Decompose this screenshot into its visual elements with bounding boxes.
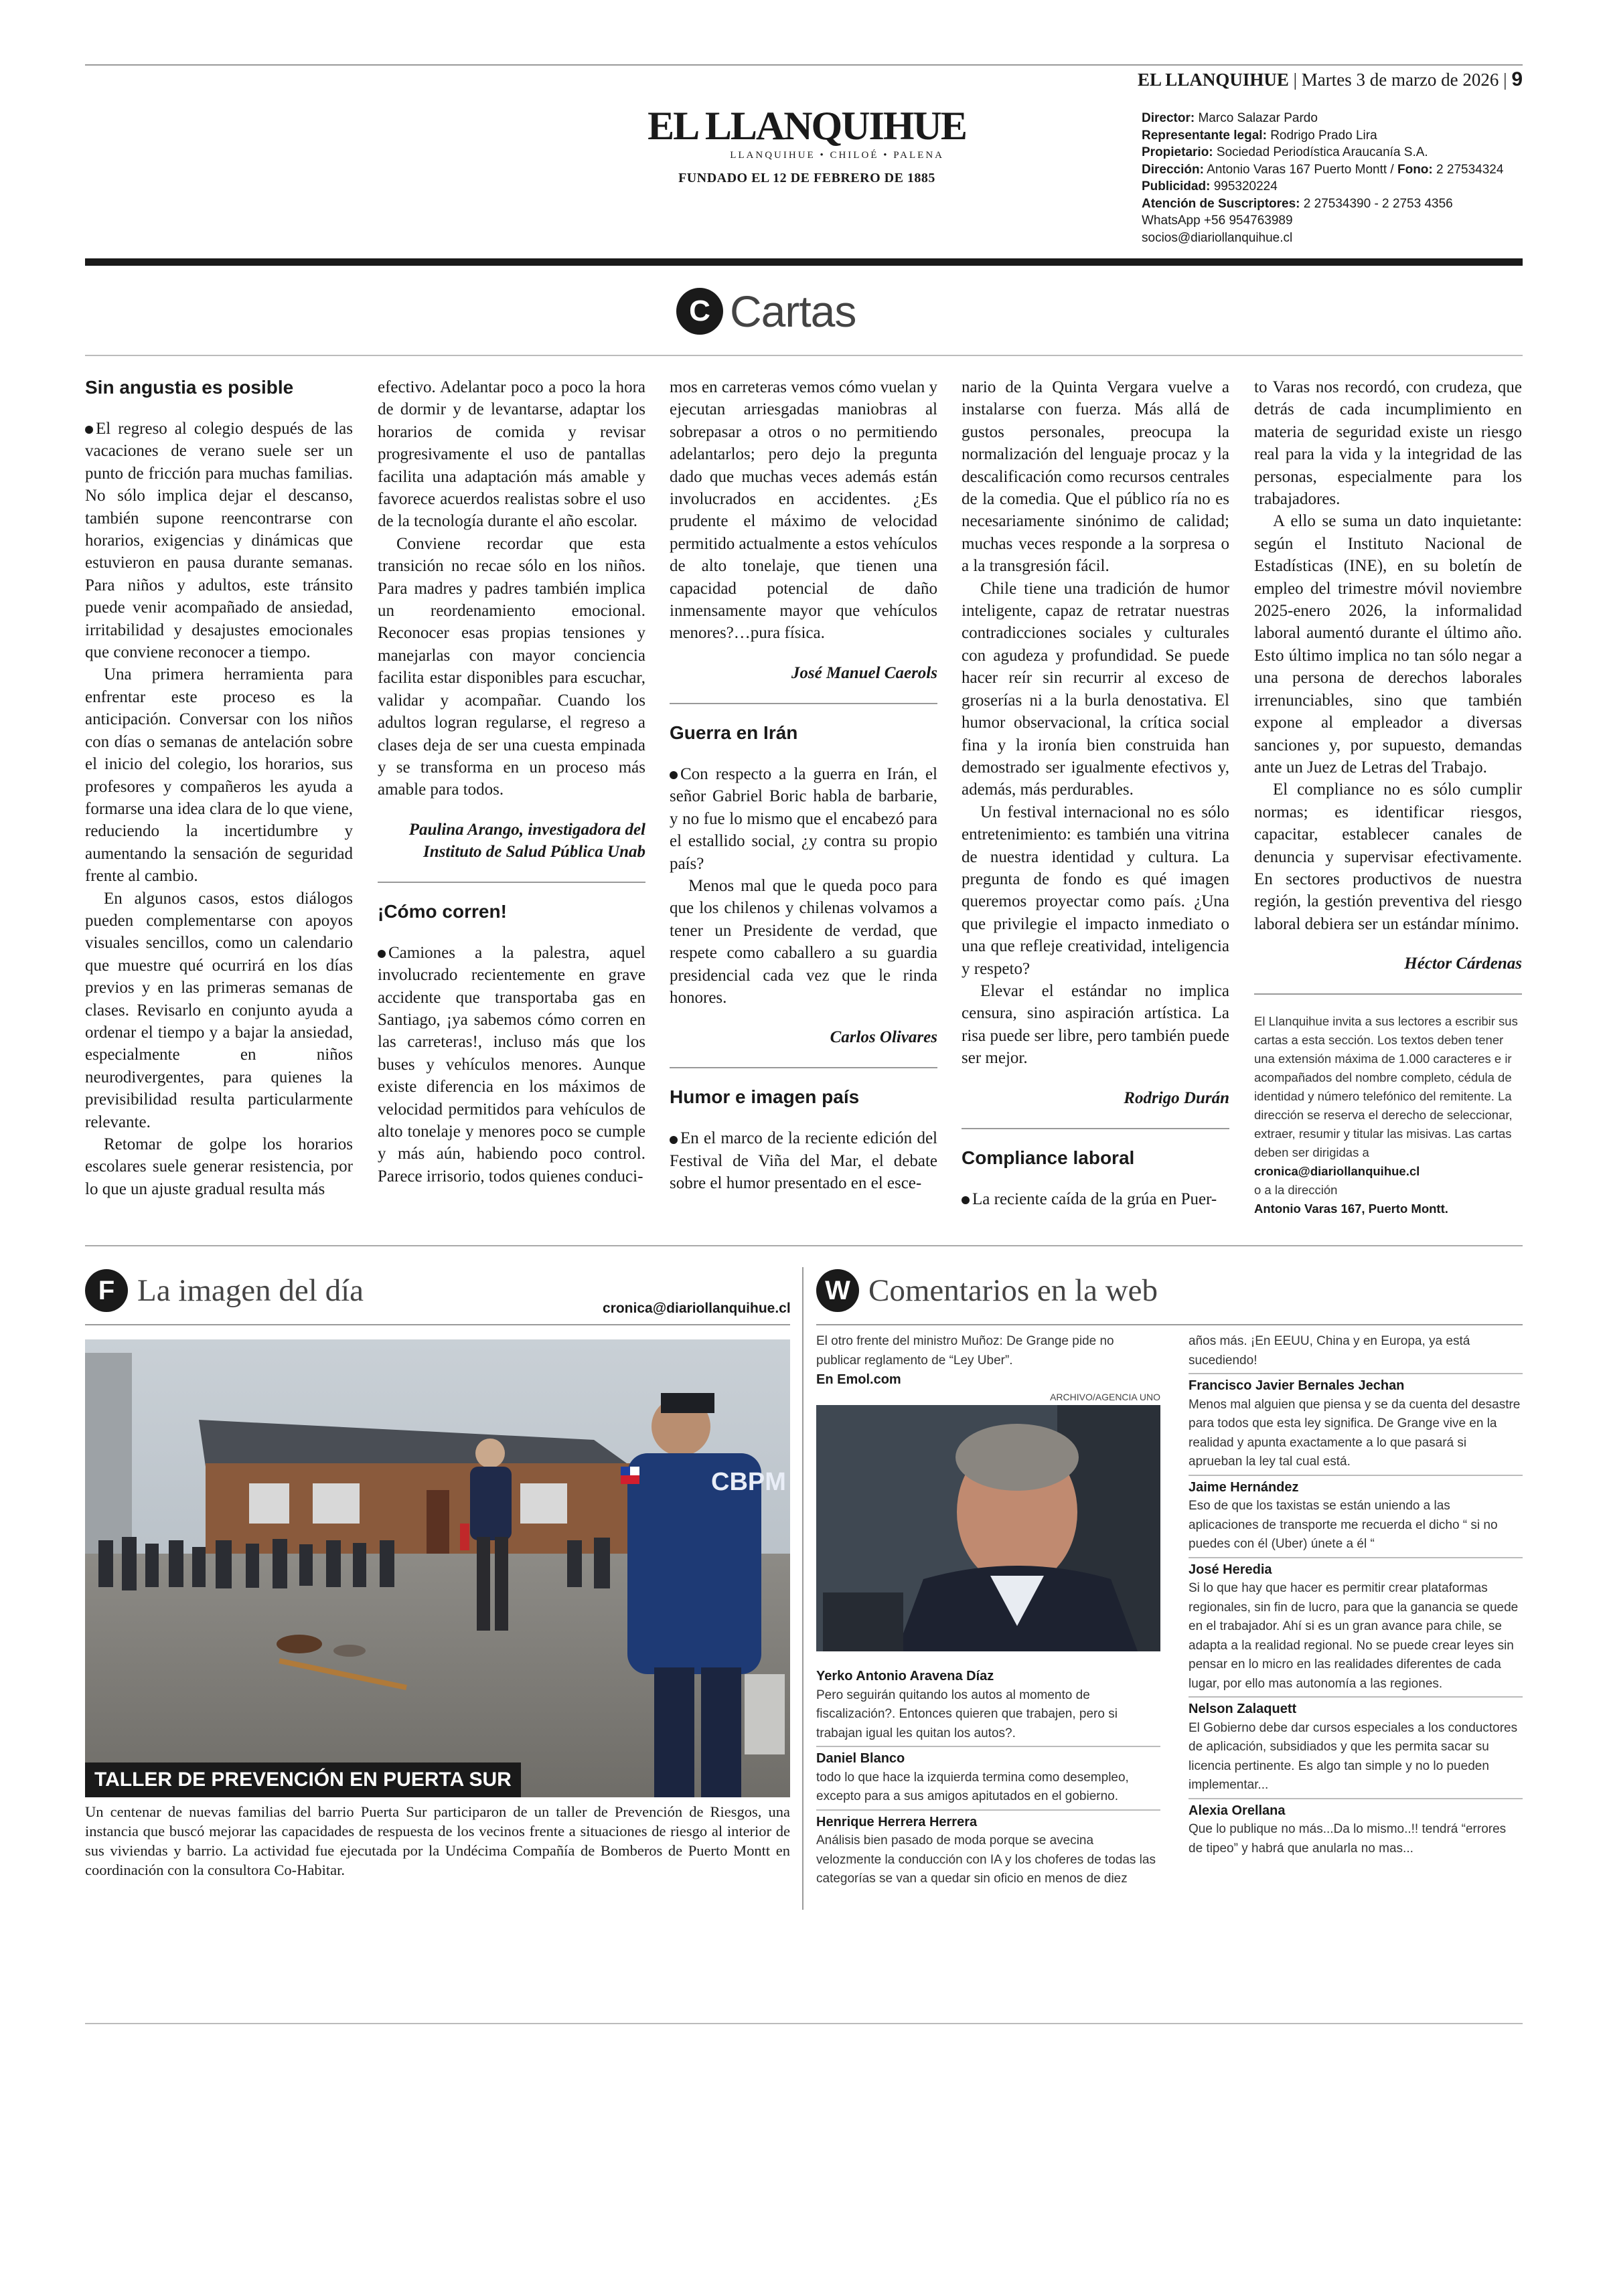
column-4 — [962, 376, 1229, 1233]
comment-text: Análisis bien pasado de moda porque se avecina velozmente la conducción con IA y los choferes de todas las categorías se van a quedar sin oficio en menos de diez — [816, 1833, 1156, 1886]
comment-continuation: años más. ¡En EEUU, China y en Europa, ya está sucediendo! — [1189, 1334, 1470, 1368]
masthead-logo — [643, 106, 971, 186]
bottom-divider — [802, 1267, 804, 1910]
letter-signature: José Manuel Caerols — [791, 663, 937, 682]
web-headline-block — [816, 1332, 1160, 1390]
comment — [816, 1809, 1160, 1889]
bullet-icon — [85, 426, 93, 434]
letter-separator — [962, 1128, 1229, 1129]
staff-whatsapp: WhatsApp +56 954763989 — [1142, 214, 1293, 228]
letter-paragraph: A ello se suma un dato inquietante: según el Instituto Nacional de Estadísticas (INE), en su boletín de empleo del trimestre móvil noviembre 2025-enero 2026, la informalidad laboral aumentó durante el último año. Esto último implica no tan sólo negar a una persona de derechos laborales irrenunciables, sino que también expone al empleador a diversas sanciones y, por supuesto, demandas ante un Juez de Letras del Trabajo. — [1254, 512, 1522, 776]
letter-separator — [670, 1067, 937, 1068]
staff-advertising: Publicidad: 995320224 — [1142, 179, 1278, 193]
comment — [816, 1746, 1160, 1807]
comment-author: Nelson Zalaquett — [1189, 1702, 1297, 1716]
staff-address: Dirección: Antonio Varas 167 Puerto Montt / Fono: 2 27534324 — [1142, 162, 1504, 177]
newspaper-name: EL LLANQUIHUE — [647, 104, 966, 148]
comment-author: Daniel Blanco — [816, 1751, 905, 1766]
letter-paragraph: En algunos casos, estos diálogos pueden complementarse con apoyos visuales sencillos, como un calendario que muestre qué ocurrirá en los días previos y en las primeras semanas de clases. Revisarlo en conjunto ayuda a ordenar el tiempo y a bajar la ansiedad, especialmente en niños neurodivergentes, para quienes la previsibilidad resulta particularmente relevante. — [85, 889, 353, 1131]
masthead-rule — [85, 258, 1523, 266]
comment — [1189, 1373, 1523, 1472]
staff-box — [1142, 110, 1543, 246]
letter-paragraph: El regreso al colegio después de las vacaciones de verano suele ser un punto de fricción para muchas familias. No sólo implica dejar el descanso, también supone reencontrarse con horarios, exigencias y dinámicas que estuvieron en pausa durante semanas. Para niños y adultos, este tránsito puede venir acompañado de ansiedad, irritabilidad y desajustes emocionales que conviene reconocer a tiempo. — [85, 420, 353, 662]
comment-author: Francisco Javier Bernales Jechan — [1189, 1378, 1405, 1393]
comment-author: José Heredia — [1189, 1562, 1272, 1577]
staff-owner: Propietario: Sociedad Periodística Araucanía S.A. — [1142, 145, 1428, 159]
section-title: Cartas — [730, 286, 856, 336]
comment — [816, 1667, 1160, 1743]
letter-paragraph: Con respecto a la guerra en Irán, el señor Gabriel Boric habla de barbarie, y no fue lo mismo que el encabezó para el estallido social, ¿y contra su propio país? — [670, 764, 937, 873]
bullet-icon — [670, 771, 678, 779]
photo-label: TALLER DE PREVENCIÓN EN PUERTA SUR — [85, 1762, 521, 1797]
photo-credit: ARCHIVO/AGENCIA UNO — [1050, 1392, 1160, 1402]
comment — [1189, 1696, 1523, 1795]
web-title: Comentarios en la web — [868, 1273, 1158, 1308]
letter-paragraph: Un festival internacional no es sólo entretenimiento: es también una vitrina de nuestra identidad y cultura. La pregunta de fondo es qué imagen queremos proyectar como país. ¿Una que privilegie el impacto inmediato o una que refleje creatividad, inteligencia y respeto? — [962, 803, 1229, 978]
comment-text: Pero seguirán quitando los autos al momento de fiscalización?. Entonces quieren que trabajen, pero si trabajan igual les quitan los autos?. — [816, 1688, 1118, 1740]
column-2 — [378, 376, 645, 1233]
folio-date: Martes 3 de marzo de 2026 — [1301, 70, 1499, 90]
bullet-icon — [670, 1136, 678, 1144]
comment-text: todo lo que hace la izquierda termina como desempleo, excepto para a sus amigos apitutados en el gobierno. — [816, 1770, 1129, 1803]
bottom-rule — [85, 2023, 1523, 2024]
folio-page: 9 — [1511, 68, 1523, 90]
column-1 — [85, 376, 353, 1233]
submission-email[interactable]: cronica@diariollanquihue.cl — [1254, 1164, 1420, 1179]
letter-title: Humor e imagen país — [670, 1086, 860, 1108]
top-rule — [85, 64, 1523, 66]
letter-paragraph: El compliance no es sólo cumplir normas; es identificar riesgos, capacitar, establecer canales de denuncia y supervisar efectivamente. En sectores productivos de nuestra región, la gestión preventiva del riesgo laboral debiera ser un estándar mínimo. — [1254, 781, 1522, 933]
imagen-email[interactable]: cronica@diariollanquihue.cl — [603, 1301, 791, 1316]
letter-paragraph: Menos mal que le queda poco para que los chilenos y chilenas volvamos a tener un Presidente de verdad, que respete como caballero a su guardia presidencial cada vez que le rinda honores. — [670, 876, 937, 1007]
section-header — [676, 284, 958, 338]
web-source[interactable]: En Emol.com — [816, 1372, 901, 1387]
letter-paragraph: to Varas nos recordó, con crudeza, que detrás de cada incumplimiento en materia de seguridad existe un riesgo real para la vida y la integridad de las personas, especialmente para los trabajadores. — [1254, 378, 1522, 509]
imagen-header — [85, 1267, 364, 1314]
letter-paragraph: mos en carreteras vemos cómo vuelan y ejecutan arriesgadas maniobras al sobrepasar a otros o no permitiendo adelantarlos; pero dejo la pregunta dado que muchas veces además están involucrados en accidentes. ¿Es prudente el máximo de velocidad permitido actualmente a estos vehículos de alto tonelaje, que tienen una capacidad potencial de daño inmensamente mayor que vehículos menores?…pura física. — [670, 378, 937, 643]
photo-caption: Un centenar de nuevas familias del barrio Puerta Sur participaron de un taller de Prevención de Riesgos, una instancia que buscó mejorar las capacidades de respuesta de los vecinos frente a situaciones de riesgo al interior de sus viviendas y barrio. La actividad fue ejecutada por la Undécima Compañía de Bomberos de Puerto Montt en coordinación con la consultora Co-Habitar. — [85, 1803, 790, 1878]
web-rule — [816, 1324, 1523, 1325]
bullet-icon — [962, 1196, 970, 1204]
letter-paragraph: Conviene recordar que esta transición no recae sólo en los niños. Para madres y padres también implica un reordenamiento emocional. Reconocer esas propias tensiones y manejarlas con mayor conciencia facilita estar disponibles para escuchar, validar y acompañar. Cuando los adultos logran regularse, el regreso a clases deja de ser una cuesta empinada y se transforma en un proceso más amable para todos. — [378, 534, 645, 799]
bullet-icon — [378, 950, 386, 958]
comment-author: Jaime Hernández — [1189, 1479, 1299, 1495]
comments-left — [816, 1667, 1160, 1889]
letter-paragraph: En el marco de la reciente edición del Festival de Viña del Mar, el debate sobre el humor presentado en el esce- — [670, 1129, 937, 1193]
letter-separator — [1254, 993, 1522, 995]
comment-text: Eso de que los taxistas se están uniendo a las aplicaciones de transporte me recuerda el dicho “ si no puedes con él (Uber) únete a él “ — [1189, 1499, 1498, 1551]
portrait-illustration — [816, 1405, 1160, 1651]
letter-separator — [378, 882, 645, 883]
jacket-lettering: CBPM — [711, 1468, 786, 1496]
staff-email[interactable]: socios@diariollanquihue.cl — [1142, 230, 1293, 245]
letter-signature: Paulina Arango, investigadora del Instituto de Salud Pública Unab — [408, 820, 645, 861]
letter-signature: Rodrigo Durán — [1124, 1088, 1229, 1107]
imagen-title: La imagen del día — [137, 1273, 364, 1308]
section-w-icon: W — [816, 1269, 859, 1312]
minister-photo — [816, 1405, 1160, 1651]
submission-address: Antonio Varas 167, Puerto Montt. — [1254, 1202, 1448, 1216]
comments-right — [1189, 1332, 1523, 1858]
comment-text: Que lo publique no más...Da lo mismo..!! tendrá “errores de tipeo” y habrá que anularla no mas... — [1189, 1822, 1507, 1856]
photo-of-the-day — [85, 1339, 790, 1797]
comment-author: Henrique Herrera Herrera — [816, 1814, 978, 1829]
newspaper-regions: LLANQUIHUE • CHILOÉ • PALENA — [730, 150, 944, 161]
letter-separator — [670, 703, 937, 704]
web-headline[interactable]: El otro frente del ministro Muñoz: De Grange pide no publicar reglamento de “Ley Uber”. — [816, 1334, 1114, 1368]
letter-signature: Carlos Olivares — [830, 1028, 937, 1047]
photo-illustration — [85, 1339, 790, 1797]
letter-paragraph: efectivo. Adelantar poco a poco la hora de dormir y de levantarse, adaptar los horarios de comida y revisar progresivamente el uso de pantallas facilita una adaptación más amable y favorece acuerdos realistas sobre el uso de la tecnología durante el año escolar. — [378, 378, 645, 531]
letter-paragraph: Una primera herramienta para enfrentar este proceso es la anticipación. Conversar con los niños con días o semanas de antelación sobre el inicio del colegio, los horarios, sus profesores y compañeros les ayuda a formarse una idea clara de lo que viene, reduciendo la incertidumbre y aumentando la sensación de seguridad frente al cambio. — [85, 665, 353, 886]
letter-paragraph: nario de la Quinta Vergara vuelve a instalarse con fuerza. Más allá de gustos personales, preocupa la normalización del lenguaje procaz y la descalificación como recursos centrales de la comedia. Que el público ría no es necesariamente sinónimo de calidad; muchas veces responde a la sorpresa o a la transgresión fácil. — [962, 378, 1229, 576]
column-divider — [85, 1245, 1523, 1246]
comment-author: Yerko Antonio Aravena Díaz — [816, 1669, 994, 1684]
folio: EL LLANQUIHUE | Martes 3 de marzo de 2026 | 9 — [1138, 68, 1523, 90]
founded-line: FUNDADO EL 12 DE FEBRERO DE 1885 — [678, 171, 935, 185]
comment — [1189, 1475, 1523, 1554]
section-c-icon: C — [676, 288, 723, 335]
comment-author: Alexia Orellana — [1189, 1803, 1286, 1818]
imagen-rule — [85, 1324, 790, 1325]
letter-paragraph: La reciente caída de la grúa en Puer- — [962, 1188, 1229, 1210]
column-3 — [670, 376, 937, 1233]
column-5 — [1254, 376, 1522, 1233]
letter-paragraph: Chile tiene una tradición de humor inteligente, capaz de retratar nuestras contradicciones sociales y culturales con agudeza y profundidad. Se puede hacer reír sin recurrir al exceso de groserías ni a la burla denostativa. El humor observacional, la crítica social fina y la ironía bien construida han demostrado ser igualmente efectivos y, además, más perdurables. — [962, 579, 1229, 799]
submission-note: El Llanquihue invita a sus lectores a escribir sus cartas a esta sección. Los textos deben tener una extensión máxima de 1.000 caracteres e ir acompañados del nombre completo, cédula de identidad y número telefónico del remitente. La dirección se reserva el derecho de seleccionar, extraer, resumir y titular las misivas. Las cartas deben ser dirigidas a cronica@diariollanquihue.cl o a la dirección Antonio Varas 167, Puerto Montt. — [1254, 1014, 1518, 1216]
staff-legal: Representante legal: Rodrigo Prado Lira — [1142, 128, 1377, 143]
comment-text: Menos mal alguien que piensa y se da cuenta del desastre para todos que esta ley significa. De Grange vive en la realidad y apunta exactamente a lo que pasará si aprueban la ley tal cual está. — [1189, 1397, 1521, 1469]
comment — [1189, 1798, 1523, 1859]
comment — [1189, 1557, 1523, 1694]
web-header — [816, 1267, 1158, 1314]
letter-signature: Héctor Cárdenas — [1404, 955, 1522, 973]
letter-title: Guerra en Irán — [670, 722, 798, 743]
comment-text: El Gobierno debe dar cursos especiales a los conductores de aplicación, subsidiados y que les permita sacar su licencia pertinente. Es algo tan simple y no lo pueden implementar... — [1189, 1720, 1518, 1792]
letter-title: Compliance laboral — [962, 1147, 1135, 1168]
comment-text: Si lo que hay que hacer es permitir crear plataformas regionales, sin fin de lucro, para que la ganancia se quede en el trabajador. Ahí si es un gran avance para chile, se adapta a la realidad regional. No se puede crear leyes sin pensar en lo micro en las realidades diferentes de cada lugar, por ello mas autonomía a las regiones. — [1189, 1581, 1519, 1691]
letter-paragraph: Elevar el estándar no implica censura, sino aspiración artística. La risa puede ser libre, pero también puede ser mejor. — [962, 981, 1229, 1068]
letter-title: Sin angustia es posible — [85, 377, 294, 398]
folio-paper: EL LLANQUIHUE — [1138, 70, 1289, 90]
letter-paragraph: Retomar de golpe los horarios escolares suele generar resistencia, por lo que un ajuste gradual resulta más — [85, 1135, 353, 1198]
staff-director: Director: Marco Salazar Pardo — [1142, 111, 1318, 125]
staff-subscribers: Atención de Suscriptores: 2 27534390 - 2 2753 4356 — [1142, 196, 1453, 211]
section-f-icon: F — [85, 1269, 128, 1312]
section-rule — [85, 355, 1523, 356]
letter-title: ¡Cómo corren! — [378, 900, 507, 922]
letter-paragraph: Camiones a la palestra, aquel involucrado recientemente en grave accidente que transportaba gas en Santiago, ¡ya sabemos cómo corren en las carreteras!, incluso más que los buses y vehículos menores. Aunque existe diferencia en los máximos de velocidad permitidos para vehículos de alto tonelaje y menores poco se cumple y más aún, habiendo poco control. Parece irrisorio, todos quienes conduci- — [378, 943, 645, 1185]
